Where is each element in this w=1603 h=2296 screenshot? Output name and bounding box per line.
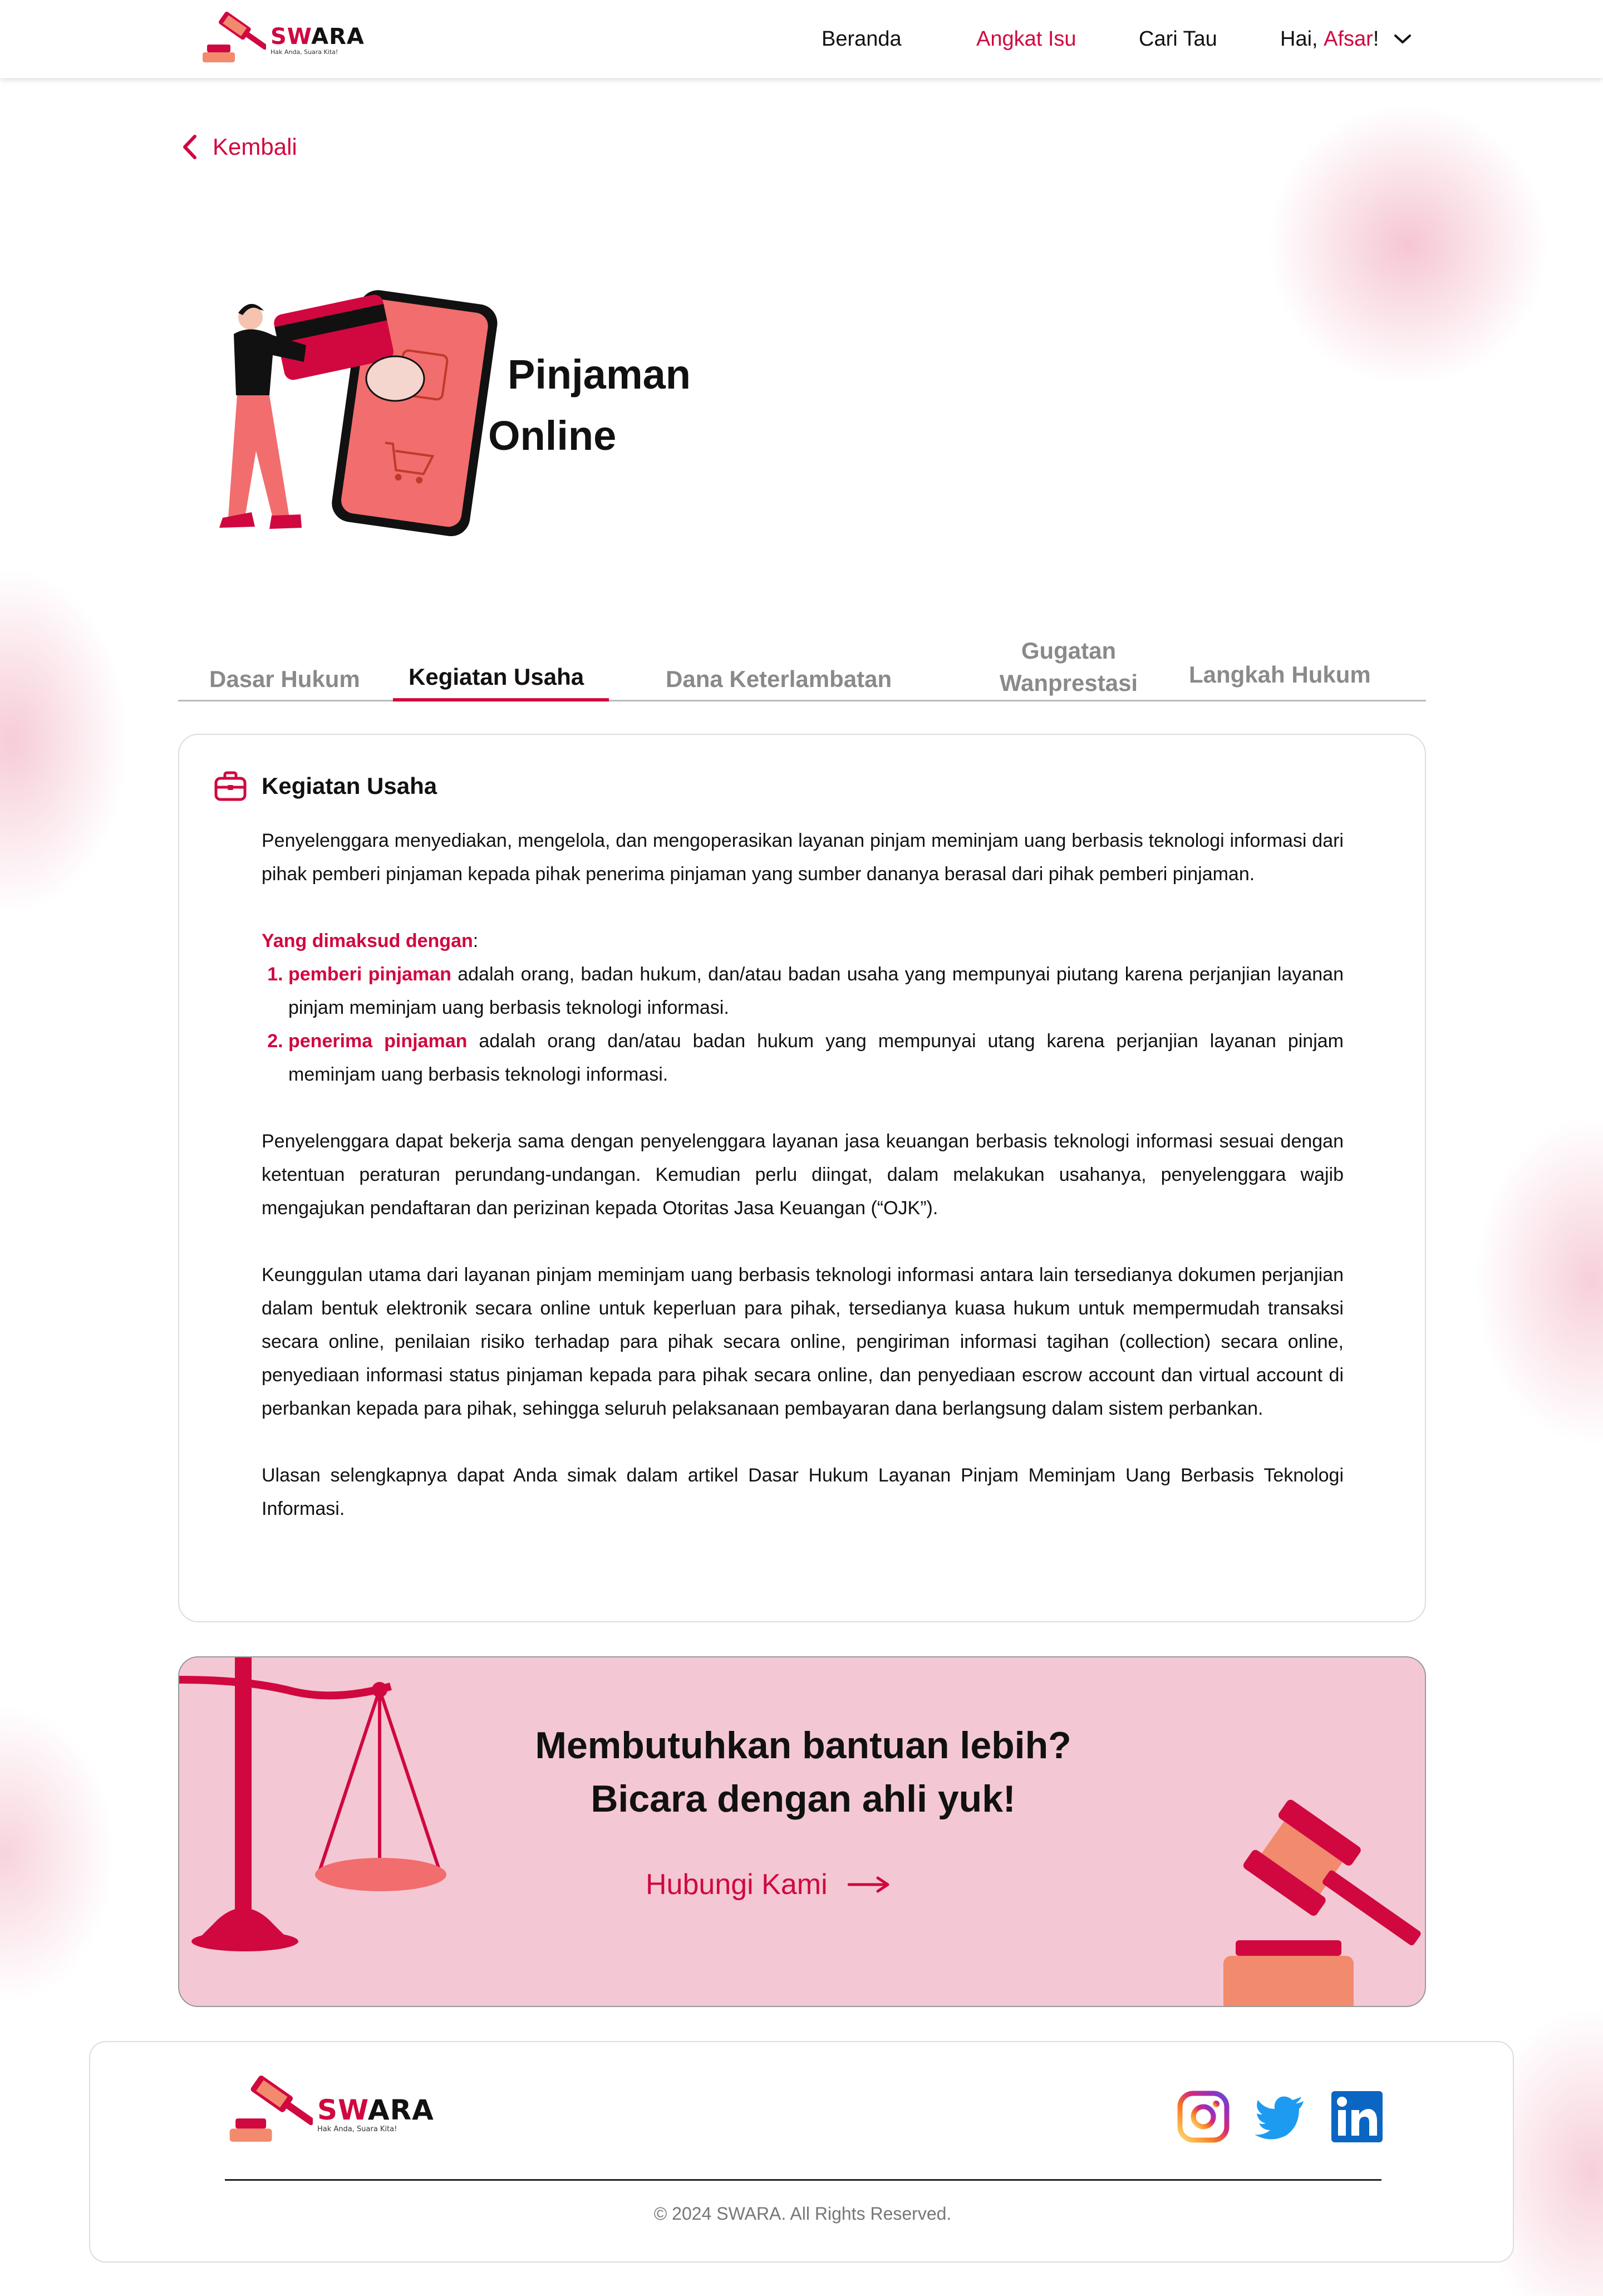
- user-name: Afsar: [1324, 27, 1373, 51]
- gavel-logo-icon: [198, 10, 266, 68]
- definitions-list: [288, 958, 1344, 1091]
- chevron-down-icon: [1393, 32, 1412, 46]
- user-menu[interactable]: [1280, 27, 1412, 51]
- nav-cari-tau[interactable]: Cari Tau: [1139, 27, 1217, 51]
- tab-kegiatan-usaha[interactable]: Kegiatan Usaha: [409, 664, 584, 690]
- twitter-icon[interactable]: [1253, 2090, 1307, 2143]
- copyright-text: © 2024 SWARA. All Rights Reserved.: [653, 2204, 952, 2224]
- footer-divider: [225, 2179, 1381, 2181]
- back-button[interactable]: [181, 134, 297, 160]
- tab-gugatan-line1: Gugatan: [1021, 637, 1117, 664]
- cta-line2: Bicara dengan ahli yuk!: [591, 1778, 1016, 1820]
- hero-title-line1: Pinjaman: [508, 351, 691, 398]
- top-navbar: [0, 0, 1603, 78]
- gavel-logo-icon: [224, 2073, 313, 2149]
- paragraph-further-reading: Ulasan selengkapnya dapat Anda simak dalam artikel Dasar Hukum Layanan Pinjam Meminjam Uang Berbasis Teknologi Informasi.: [262, 1465, 1344, 1519]
- brand-tagline: Hak Anda, Suara Kita!: [271, 48, 338, 56]
- definition-term: pemberi pinjaman: [288, 964, 451, 985]
- contact-us-button[interactable]: [646, 1868, 890, 1901]
- briefcase-icon: [214, 769, 247, 803]
- nav-beranda[interactable]: Beranda: [822, 27, 902, 51]
- paragraph-intro: Penyelenggara menyediakan, mengelola, dan mengoperasikan layanan pinjam meminjam uang berbasis teknologi informasi dari pihak pemberi pinjaman kepada pihak penerima pinjaman yang sumber dananya berasal dari pihak pemberi pinjaman.: [262, 830, 1344, 885]
- cta-line1: Membutuhkan bantuan lebih?: [535, 1724, 1071, 1767]
- tab-langkah-hukum[interactable]: Langkah Hukum: [1189, 661, 1371, 688]
- content-card: [178, 734, 1426, 1622]
- definition-term: penerima pinjaman: [288, 1031, 468, 1052]
- active-tab-underline: [393, 698, 609, 701]
- greeting-suffix: !: [1373, 27, 1379, 51]
- footer-brand-suffix: ARA: [367, 2093, 434, 2126]
- definition-text: adalah orang dan/atau badan hukum yang mempunyai utang karena perjanjian layanan pinjam meminjam uang berbasis teknologi informasi.: [288, 1031, 1344, 1085]
- social-links: [1177, 2090, 1384, 2143]
- contact-us-label: Hubungi Kami: [646, 1868, 828, 1901]
- site-footer: [89, 2041, 1514, 2263]
- paragraph-advantages: Keunggulan utama dari layanan pinjam meminjam uang berbasis teknologi informasi antara lain tersedianya dokumen perjanjian dalam bentuk elektronik secara online untuk keperluan para pihak, tersedianya kuasa hukum untuk mempermudah transaksi secara online, penilaian risiko terhadap para pihak secara online, pengiriman informasi tagihan (collection) secara online, penyediaan informasi status pinjaman kepada para pihak secara online, dan penyediaan escrow account dan virtual account di perbankan kepada para pihak, sehingga seluruh pelaksanaan pembayaran dana berlangsung dalam sistem perbankan.: [262, 1264, 1344, 1419]
- definition-item: [288, 958, 1344, 1024]
- arrow-right-icon: [848, 1876, 890, 1893]
- back-label: Kembali: [213, 134, 297, 160]
- tab-dasar-hukum[interactable]: Dasar Hukum: [209, 666, 360, 692]
- tabs-baseline: [178, 700, 1426, 701]
- card-body: [262, 824, 1344, 1525]
- definition-item: [288, 1024, 1344, 1091]
- tab-gugatan-wanprestasi[interactable]: [985, 635, 1152, 699]
- footer-brand-logo[interactable]: [224, 2073, 434, 2149]
- footer-brand-tagline: Hak Anda, Suara Kita!: [317, 2125, 397, 2133]
- nav-angkat-isu[interactable]: Angkat Isu: [976, 27, 1076, 51]
- instagram-icon[interactable]: [1177, 2090, 1230, 2143]
- footer-brand-prefix: SW: [317, 2093, 368, 2126]
- hero-illustration: [212, 284, 512, 540]
- hero-title-line2: Online: [488, 413, 617, 459]
- card-header: [214, 769, 437, 803]
- contact-cta-banner: [178, 1656, 1426, 2007]
- greeting-prefix: Hai,: [1280, 27, 1324, 51]
- brand-prefix: SW: [271, 23, 312, 50]
- topic-tabs: [178, 624, 1426, 701]
- definitions-heading: Yang dimaksud dengan:: [262, 930, 479, 951]
- chevron-left-icon: [181, 134, 198, 160]
- definition-text: adalah orang, badan hukum, dan/atau badan usaha yang mempunyai piutang karena perjanjian layanan pinjam meminjam uang berbasis teknologi informasi.: [288, 964, 1344, 1018]
- gavel-icon: [1216, 1797, 1426, 2007]
- card-title: Kegiatan Usaha: [262, 773, 437, 799]
- linkedin-icon[interactable]: [1330, 2090, 1384, 2143]
- definitions-heading-text: Yang dimaksud dengan: [262, 930, 473, 951]
- tab-dana-keterlambatan[interactable]: Dana Keterlambatan: [666, 666, 892, 692]
- brand-logo[interactable]: [198, 10, 365, 68]
- tab-gugatan-line2: Wanprestasi: [999, 670, 1138, 696]
- paragraph-cooperation: Penyelenggara dapat bekerja sama dengan penyelenggara layanan jasa keuangan berbasis teknologi informasi sesuai dengan ketentuan peraturan perundang-undangan. Kemudian perlu diingat, dalam melakukan usahanya, penyelenggara wajib mengajukan pendaftaran dan perizinan kepada Otoritas Jasa Keuangan (“OJK”).: [262, 1131, 1344, 1219]
- brand-suffix: ARA: [311, 23, 365, 50]
